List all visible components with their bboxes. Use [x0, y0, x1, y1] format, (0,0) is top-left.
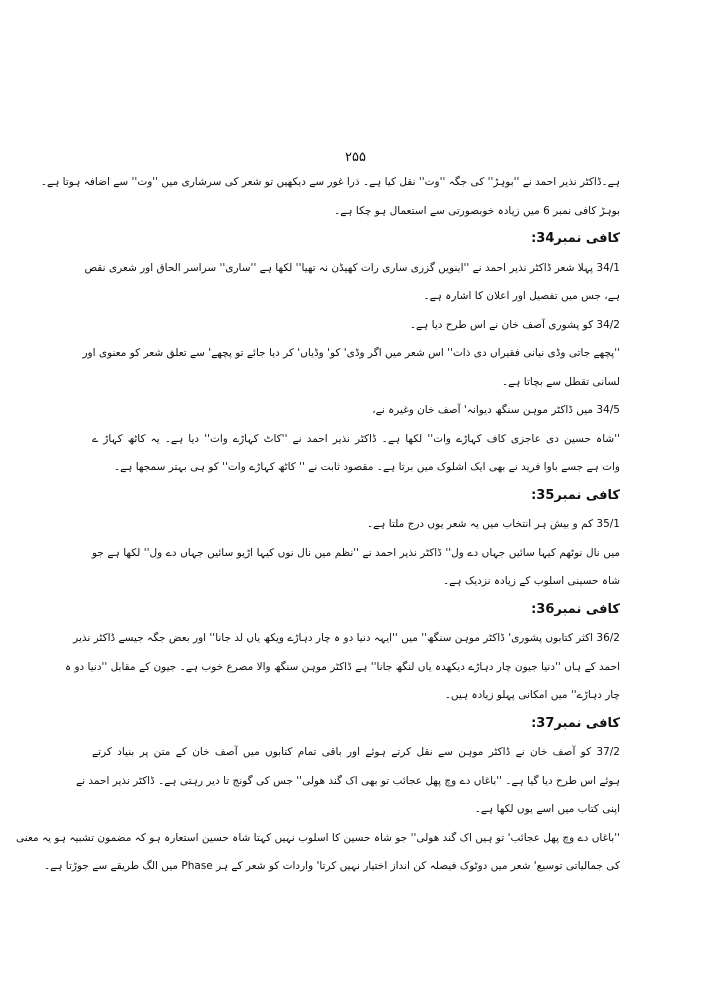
text-line: 35/1 کم و بیش ہر انتخاب میں یہ شعر یوں درج ملتا ہے۔ [366, 518, 620, 530]
text-line: 37/2 کو آصف خان نے ڈاکٹر موہن سے نقل کرتے ہوئے اور باقی تمام کتابوں میں آصف خان کے متن پر بنیاد کرتے [92, 746, 620, 758]
text-line: 34/1 پہلا شعر ڈاکٹر نذیر احمد نے ''اینویں گزری ساری رات کھیڈن نہ تھیا'' لکھا ہے ''ساری'' سراسر الحاق اور شعری نقص [84, 261, 620, 274]
text-line: کی جمالیاتی توسیع' شعر میں دوٹوک فیصلہ کن انداز اختیار نہیں کرتا' واردات کو شعر کے ہر Phase میں الگ طریقے سے جوڑتا ہے۔ [44, 860, 620, 872]
text-line: چار دہاڑے'' میں امکانی پہلو زیادہ ہیں۔ [444, 689, 620, 701]
text-line: ہے، جس میں تفصیل اور اعلان کا اشارہ ہے۔ [423, 290, 620, 302]
text-line: 36/2 اکثر کتابوں پشوری' ڈاکٹر موہن سنگھ'' میں ''ایہہ دنیا دو ہ چار دہاڑے ویکھ یاں لد جانا'' اور بعض جگہ جیسے ڈاکٹر نذیر [73, 632, 620, 644]
text-line: میں نال نوٹھم کیہا سائیں جہاں دے ول'' ڈاکٹر نذیر احمد نے ''نظم میں نال نوں کیہا اڑیو سائیں جہاں دے ول'' لکھا ہے جو [92, 546, 620, 559]
page-number: ۲۵۵ [345, 150, 366, 165]
text-line: شاہ حسینی اسلوب کے زیادہ نزدیک ہے۔ [443, 575, 620, 587]
text-line: اپنی کتاب میں اسے یوں لکھا ہے۔ [474, 803, 620, 815]
text-line: ''باغاں دے وچ پھل عجائب' تو ہیں اک گند ھولی'' جو شاہ حسین کا اسلوب نہیں کہتا شاہ حسین استعارہ ہو کہ مضمون تشبیہ ہو یہ معنی [16, 831, 620, 844]
section-heading: کافی نمبر36: [531, 601, 620, 617]
text-line: 34/2 کو پشوری آصف خان نے اس طرح دیا ہے۔ [409, 318, 620, 331]
section-heading: کافی نمبر37: [531, 715, 620, 731]
text-line: احمد کے ہاں ''دنیا جیون چار دہاڑے دیکھدہ یاں لنگھ جانا'' ہے ڈاکٹر موہن سنگھ والا مصرع خوب ہے۔ جیون کے مقابل ''دنیا دو ہ [64, 660, 620, 673]
text-line: وات ہے جسے باوا فرید نے بھی ایک اشلوک میں برتا ہے۔ مقصود ثابت نے '' کاٹھ کہاڑے وات'' کو ہی بہتر سمجھا ہے۔ [113, 461, 620, 473]
text-line: لسانی تقطل سے بچاتا ہے۔ [501, 375, 620, 388]
text-line: ہوئے اس طرح دیا گیا ہے۔ ''باغاں دے وچ پھل عجائب تو بھی اک گند ھولی'' جس کی گونج تا دیر رہتی ہے۔ ڈاکٹر نذیر احمد نے [75, 774, 620, 787]
section-heading: کافی نمبر34: [531, 231, 620, 246]
page-body [16, 168, 620, 881]
text-line: ''پچھے جاتی وڈی نیانی فقیراں دی ذات'' اس شعر میں اگر وڈی' کو' وڈیاں' کر دیا جائے تو پچھے' سے تعلق شعر کو معنوی اور [82, 347, 620, 359]
section-heading: کافی نمبر35: [531, 487, 620, 503]
text-line: بوہڑ کافی نمبر 6 میں زیادہ خوبصورتی سے استعمال ہو چکا ہے۔ [334, 204, 620, 217]
text-line: ''شاہ حسین دی عاجزی کاف کہاڑے وات'' لکھا ہے۔ ڈاکٹر نذیر احمد نے ''کاٹ کہاڑے وات'' دیا ہے۔ یہ کاٹھ کہاڑ ے [92, 432, 620, 445]
text-line: 34/5 میں ڈاکٹر موہن سنگھ دیوانہ' آصف خان وغیرہ نے، [372, 404, 620, 416]
text-line: ہے۔ڈاکٹر نذیر احمد نے ''بوہڑ'' کی جگہ ''وت'' نقل کیا ہے۔ ذرا غور سے دیکھیں تو شعر کی سرشاری میں ''وت'' سے اضافہ ہوتا ہے۔ [40, 176, 620, 188]
